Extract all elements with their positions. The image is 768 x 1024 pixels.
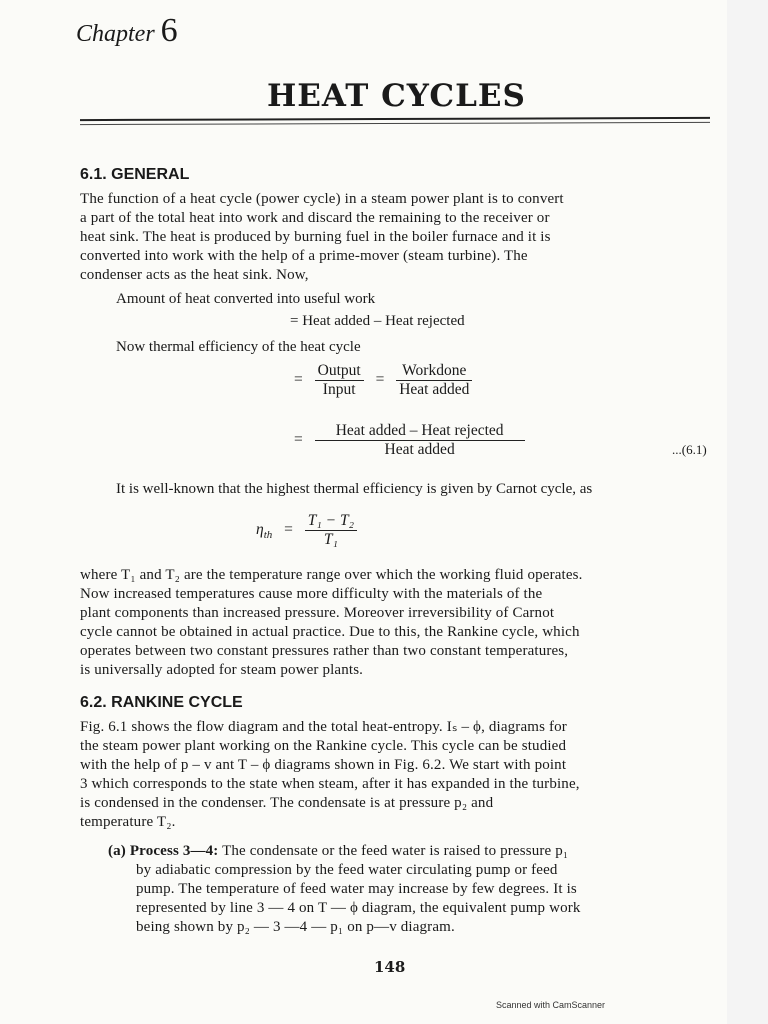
- process-item: [108, 842, 712, 937]
- chapter-label: Chapter: [76, 21, 155, 47]
- carnot-paragraph: [80, 566, 712, 680]
- equals-sign: =: [294, 371, 303, 389]
- paragraph-line: 3 which corresponds to the state when steam, after it has expanded in the turbine,: [80, 776, 580, 792]
- paragraph-line: with the help of p – v ant T – ϕ diagrams shown in Fig. 6.2. We start with point: [80, 757, 567, 773]
- eta-subscript: th: [263, 529, 273, 542]
- paragraph-line: Fig. 6.1 shows the flow diagram and the total heat-entropy. Iₛ – ϕ, diagrams for: [80, 719, 567, 735]
- fraction-denominator: Heat added: [399, 381, 470, 398]
- fraction-numerator: Output: [315, 362, 364, 381]
- equation-reference: ...(6.1): [672, 442, 707, 457]
- page-edge: [727, 0, 768, 1024]
- amount-line: Amount of heat converted into useful work: [116, 291, 376, 307]
- efficiency-equation: [286, 362, 472, 399]
- fraction-output-input: [315, 362, 364, 399]
- paragraph-line: where T₁ and T₂ are the temperature range over which the working fluid operates.: [80, 567, 583, 583]
- paragraph-line: The function of a heat cycle (power cycle) in a steam power plant is to convert: [80, 191, 564, 207]
- paragraph-line: temperature T₂.: [80, 814, 176, 830]
- paragraph-line: the steam power plant working on the Rankine cycle. This cycle can be studied: [80, 738, 567, 754]
- fraction-denominator: Heat added: [384, 441, 455, 458]
- fraction-workdone: [396, 362, 472, 399]
- paragraph-line: heat sink. The heat is produced by burning fuel in the boiler furnace and it is: [80, 229, 551, 245]
- fraction-denominator: T₁: [323, 531, 338, 548]
- amount-equation: = Heat added – Heat rejected: [290, 313, 465, 329]
- efficiency-intro: Now thermal efficiency of the heat cycle: [116, 339, 361, 355]
- general-paragraph: [80, 190, 712, 285]
- fraction-carnot: [305, 512, 357, 549]
- process-line: pump. The temperature of feed water may increase by few degrees. It is: [136, 881, 577, 897]
- process-label: (a) Process 3—4:: [108, 843, 219, 859]
- page-title: HEAT CYCLES: [267, 78, 526, 114]
- section-heading-general: 6.1. GENERAL: [80, 166, 190, 183]
- fraction-heat: [315, 422, 525, 459]
- equals-sign: =: [284, 521, 293, 539]
- fraction-numerator: T₁ − T₂: [305, 512, 357, 531]
- page-number: 148: [374, 958, 406, 976]
- chapter-heading: [76, 12, 178, 50]
- equals-sign: =: [294, 431, 303, 449]
- fraction-numerator: Heat added – Heat rejected: [315, 422, 525, 441]
- efficiency-equation-full: [286, 422, 525, 459]
- paragraph-line: condenser acts as the heat sink. Now,: [80, 267, 309, 283]
- section-heading-rankine: 6.2. RANKINE CYCLE: [80, 694, 243, 711]
- eta-symbol: η: [256, 521, 264, 539]
- fraction-denominator: Input: [322, 381, 356, 398]
- process-line: being shown by p₂ — 3 —4 — p₁ on p—v diagram.: [136, 919, 455, 935]
- process-line: by adiabatic compression by the feed water circulating pump or feed: [136, 862, 558, 878]
- paragraph-line: Now increased temperatures cause more difficulty with the materials of the: [80, 586, 543, 602]
- title-rule: [80, 117, 710, 121]
- paragraph-line: cycle cannot be obtained in actual practice. Due to this, the Rankine cycle, which: [80, 624, 580, 640]
- process-text: The condensate or the feed water is raised to pressure p₁: [222, 843, 569, 859]
- rankine-paragraph: [80, 718, 712, 832]
- paragraph-line: converted into work with the help of a prime-mover (steam turbine). The: [80, 248, 528, 264]
- carnot-line: It is well-known that the highest thermal efficiency is given by Carnot cycle, as: [116, 481, 593, 497]
- title-rule-thin: [80, 122, 710, 125]
- chapter-number: 6: [160, 12, 178, 49]
- paragraph-line: operates between two constant pressures rather than two constant temperatures,: [80, 643, 569, 659]
- process-line: represented by line 3 — 4 on T — ϕ diagram, the equivalent pump work: [136, 900, 581, 916]
- scanner-watermark: Scanned with CamScanner: [496, 1000, 606, 1010]
- carnot-equation: [256, 512, 357, 549]
- process-line-first: [108, 842, 712, 861]
- paragraph-line: is universally adopted for steam power plants.: [80, 662, 364, 678]
- paragraph-line: is condensed in the condenser. The condensate is at pressure p₂ and: [80, 795, 494, 811]
- fraction-numerator: Workdone: [396, 362, 472, 381]
- equals-sign: =: [375, 371, 385, 389]
- paragraph-line: plant components than increased pressure. Moreover irreversibility of Carnot: [80, 605, 555, 621]
- paragraph-line: a part of the total heat into work and discard the remaining to the receiver or: [80, 210, 550, 226]
